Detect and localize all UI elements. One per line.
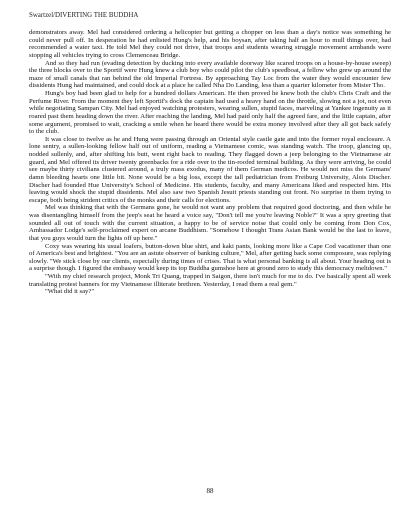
paragraph: "With my chief research project, Monk Tri Quang, trapped in Saigon, there isn't much for me to do. I've basically spent all week translating protest banners for my Vietnamese illiterate brethren. Yesterday, I read them a real gem." bbox=[29, 273, 391, 288]
paragraph: "What did it say?" bbox=[45, 288, 95, 296]
paragraph: It was close to twelve as he and Hung were passing through an Oriental style castle gate and into the former royal enclosure. A lone sentry, a sullen-looking fellow half out of uniform, reading a Vietnamese comic, was standing watch. The troop, glancing up, nodded sullenly, and, after shifting his butt, went right back to reading. They flagged down a jeep belonging to the Vietnamese air guard, and Mel offered its driver twenty greenbacks for a ride over to the tin-roofed terminal building. As they were arriving, he could see maybe thirty civilians clustered around, a truly mass exodus, many of them German medicos. He would not miss the Germans' damn bleeding hearts one little bit. None would be a big loss, except the tall pediatrician from Freiburg University, Alois Discher. Discher had founded Hue University's School of Medicine. His students, faculty, and many Americans liked and respected him. His leaving would shock the stupid dissidents. Mel also saw two Spanish Jesuit priests standing out front. No surprise in them trying to escape, both being strident critics of the monks and their calls for elections. bbox=[29, 135, 391, 204]
running-head: Swartzel/DIVERTING THE BUDDHA bbox=[29, 12, 139, 19]
paragraph: Hung's boy had been glad to help for a hundred dollars American. He then proved he knew both the club's Chris Craft and the Perfume River. From the moment they left Sportif's dock the captain had used a heavy hand on the throttle, slowing not a jot, not even while negotiating Sampan City. Mel had enjoyed watching protesters, wearing sullen, stupid faces, marveling at Yankee ingenuity as it roared past them heading down the river. After reaching the landing, Mel had paid only half the agreed fare, and the little captain, after some argument, promised to wait, cracking a smile when he heard there would be extra money involved after they all got back safely to the club. bbox=[29, 90, 391, 136]
body-text bbox=[29, 29, 391, 296]
paragraph: Coxy was wearing his usual loafers, button-down blue shirt, and kaki pants, looking more like a Cape Cod vacationer than one of America's best and brightest. "You are an astute observer of banking culture," Mel, after getting back some composure, was replying slowly. "We stick close by our clients, especially during times of crises. That is what personal banking is all about. Your heading out is a surprise though. I figured the embassy would keep its top Buddha gumshoe here at ground zero to study this democracy meltdown." bbox=[29, 242, 391, 273]
paragraph: Mel was thinking that with the Germans gone, he would not want any problem that required good doctoring, and then while he was disentangling himself from the jeep's seat he heard a voice say, "Don't tell me you're leaving Noble?" It was a spry greeting that sounded all out of touch with the current situation, a happy to be of service noise that could only be coming from Don Cox, Ambassador Lodge's self-proclaimed expert on arcane Buddhism. "Somehow I thought Trans Asian Bank would be the last to leave, that you guys would turn the lights off up here." bbox=[29, 204, 391, 242]
paragraph: And so they had run (evading detection by ducking into every available doorway like scared troops on a house-by-house sweep) the three blocks over to the Sportif were Hung knew a club boy who could pilot the club's speedboat, a fellow who grew up around the maze of small canals that ran behind the old Imperial Fortress. By approaching Tay Loc from the water they would encounter few dissidents Hung had maintained, and could dock at a place he called Nha Do Landing, less than a quarter kilometer from Mister Tho. bbox=[29, 59, 391, 90]
page-number: 88 bbox=[206, 487, 214, 495]
paragraph: demonstrators away. Mel had considered ordering a helicopter but getting a chopper on less than a day's notice was something he could never pull off. In desperation he had enlisted Hung's help, and his boysan, after taking half an hour to mull things over, had recommended a water taxi. He told Mel they could not drive, that troops and students wearing struggle movement armbands were stopping all vehicles trying to cross Clemenceau Bridge. bbox=[29, 29, 391, 59]
